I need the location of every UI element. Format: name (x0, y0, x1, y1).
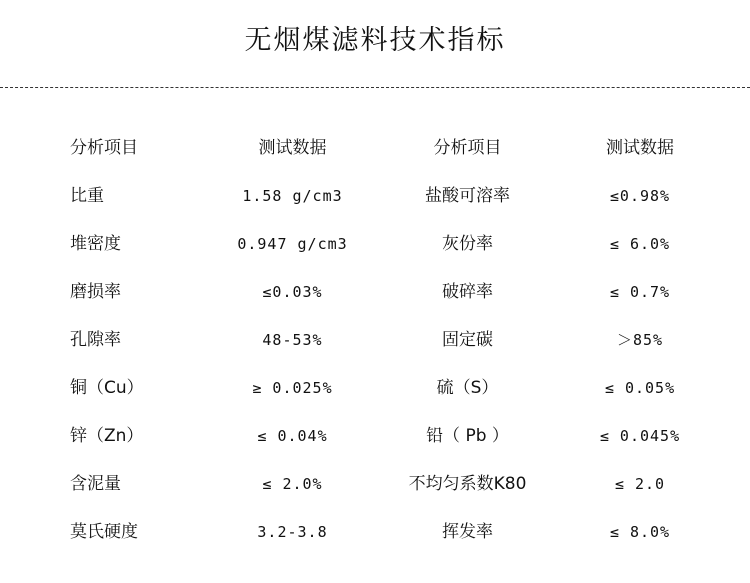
item-value: ≤0.98% (609, 187, 671, 205)
table-row (0, 325, 750, 355)
item-value: ≥ 0.025% (252, 379, 333, 397)
item-name: 含泥量 (70, 474, 121, 494)
item-value: ≤ 0.7% (609, 283, 671, 301)
item-value: ≤ 0.05% (604, 379, 676, 397)
item-value: ≤ 2.0% (262, 475, 323, 493)
item-value: 3.2-3.8 (257, 523, 328, 541)
header-item-right: 分析项目 (433, 138, 502, 158)
item-value: 1.58 g/cm3 (242, 187, 343, 205)
item-value: ＞85% (616, 331, 664, 349)
item-value: ≤0.03% (262, 283, 323, 301)
item-name: 孔隙率 (70, 330, 121, 350)
table-header-row (0, 133, 750, 163)
header-value-left: 测试数据 (258, 138, 327, 158)
item-name: 灰份率 (442, 234, 493, 254)
item-value: ≤ 2.0 (614, 475, 666, 493)
item-value: ≤ 0.045% (599, 427, 681, 445)
item-name: 固定碳 (442, 330, 493, 350)
item-name: 不均匀系数K80 (408, 474, 527, 494)
item-name: 破碎率 (442, 282, 493, 302)
item-value: ≤ 6.0% (609, 235, 671, 253)
item-value: 0.947 g/cm3 (237, 235, 348, 253)
dashed-divider (0, 87, 750, 88)
page-title: 无烟煤滤料技术指标 (244, 25, 506, 56)
table-row (0, 277, 750, 307)
item-name: 比重 (70, 186, 104, 206)
item-value: 48-53% (262, 331, 323, 349)
table-row (0, 229, 750, 259)
item-name: 硫（S） (436, 378, 499, 398)
header-item-left: 分析项目 (70, 138, 138, 158)
item-name: 挥发率 (442, 522, 493, 542)
table-row (0, 469, 750, 499)
item-value: ≤ 0.04% (257, 427, 328, 445)
item-value: ≤ 8.0% (609, 523, 671, 541)
item-name: 盐酸可溶率 (425, 186, 510, 206)
item-name: 铜（Cu） (70, 378, 144, 398)
table-row (0, 373, 750, 403)
item-name: 莫氏硬度 (70, 522, 138, 542)
item-name: 锌（Zn） (70, 426, 144, 446)
table-row (0, 517, 750, 547)
item-name: 铅（ Pb ） (426, 426, 509, 446)
item-name: 堆密度 (70, 234, 121, 254)
item-name: 磨损率 (70, 282, 121, 302)
header-value-right: 测试数据 (606, 138, 674, 158)
table-row (0, 421, 750, 451)
table-row (0, 181, 750, 211)
